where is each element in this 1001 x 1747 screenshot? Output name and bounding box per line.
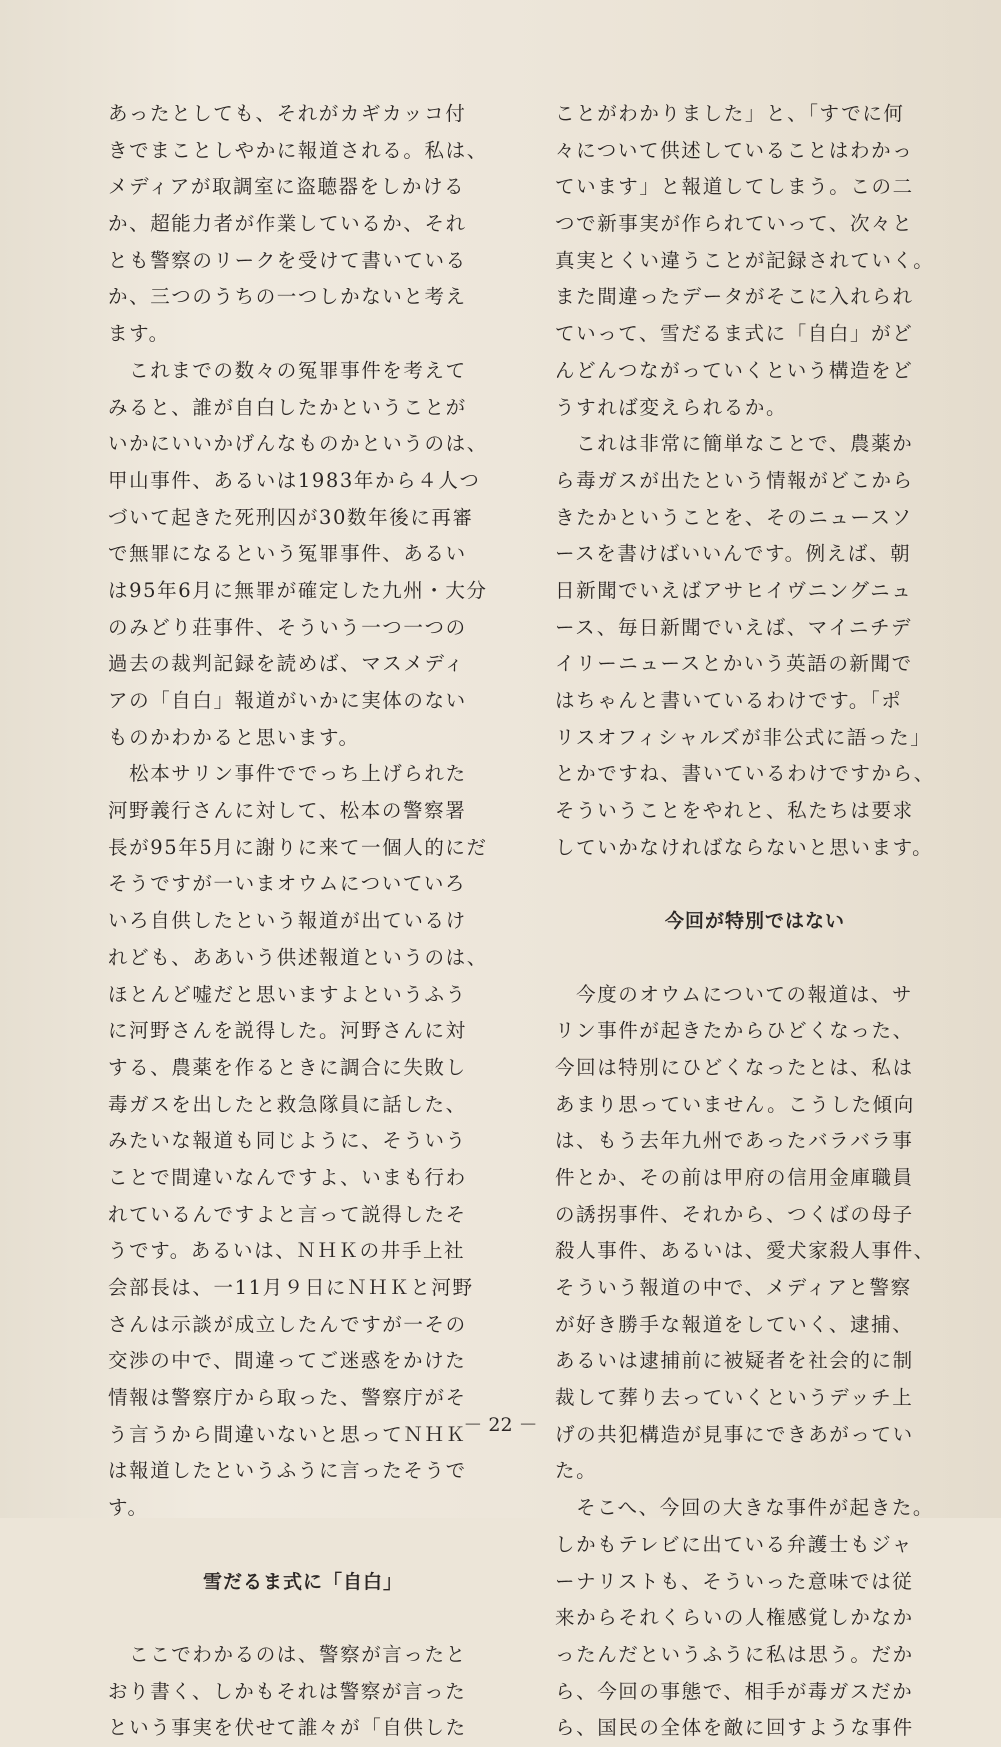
text-line: か、超能力者が作業しているか、それ bbox=[108, 212, 467, 236]
text-line: 毒ガスを出したと救急隊員に話した、 bbox=[108, 1092, 467, 1116]
text-line: ったんだというふうに私は思う。だか bbox=[555, 1642, 914, 1666]
text-line: か、三つのうちの一つしかないと考え bbox=[108, 285, 467, 309]
text-line: みると、誰が自白したかということが bbox=[108, 395, 467, 419]
text-line: ら、今回の事態で、相手が毒ガスだか bbox=[555, 1679, 914, 1703]
text-line: は報道したというふうに言ったそうで bbox=[108, 1459, 467, 1483]
text-line: また間違ったデータがそこに入れられ bbox=[555, 285, 914, 309]
text-line: という事実を伏せて誰々が「自供した bbox=[108, 1716, 467, 1740]
text-line: いかにいいかげんなものかというのは、 bbox=[108, 432, 488, 456]
text-line: いろ自供したという報道が出ているけ bbox=[108, 909, 467, 933]
text-line: はちゃんと書いているわけです。「ポ bbox=[555, 689, 903, 712]
text-line: ースを書けばいいんです。例えば、朝 bbox=[555, 542, 912, 566]
spacer bbox=[555, 866, 955, 903]
text-line: づいて起きた死刑囚が30数年後に再審 bbox=[108, 505, 474, 529]
text-line: 今回は特別にひどくなったとは、私は bbox=[555, 1055, 914, 1079]
text-line: 件とか、その前は甲府の信用金庫職員 bbox=[555, 1165, 914, 1189]
text-line: に河野さんを説得した。河野さんに対 bbox=[108, 1019, 467, 1043]
text-line: ていって、雪だるま式に「自白」がど bbox=[555, 322, 914, 346]
text-line: んどんつながっていくという構造をど bbox=[555, 358, 914, 382]
text-line: さんは示談が成立したんですが一その bbox=[108, 1312, 467, 1336]
text-line: ものかわかると思います。 bbox=[108, 725, 360, 749]
text-line: ら、国民の全体を敵に回すような事件 bbox=[555, 1716, 914, 1740]
text-line: アの「自白」報道がいかに実体のない bbox=[108, 689, 467, 712]
text-line: 河野義行さんに対して、松本の警察署 bbox=[108, 799, 467, 823]
text-line: ら毒ガスが出たという情報がどこから bbox=[555, 468, 914, 492]
text-line: あるいは逮捕前に被疑者を社会的に制 bbox=[555, 1349, 914, 1373]
text-line: ことがわかりました」と、「すでに何 bbox=[555, 102, 905, 125]
text-line: で無罪になるという冤罪事件、あるい bbox=[108, 542, 467, 566]
text-line: とも警察のリークを受けて書いている bbox=[108, 248, 467, 272]
text-line: げの共犯構造が見事にできあがってい bbox=[555, 1422, 914, 1446]
text-line: そこへ、今回の大きな事件が起きた。 bbox=[555, 1496, 935, 1520]
text-line: メディアが取調室に盗聴器をしかける bbox=[108, 175, 466, 199]
text-line: あったとしても、それがカギカッコ付 bbox=[108, 102, 467, 125]
text-line: しかもテレビに出ている弁護士もジャ bbox=[555, 1532, 913, 1556]
text-line: 裁して葬り去っていくというデッチ上 bbox=[555, 1386, 914, 1410]
text-line: 交渉の中で、間違ってご迷惑をかけた bbox=[108, 1349, 467, 1373]
text-line: た。 bbox=[555, 1459, 598, 1483]
text-line: 来からそれくらいの人権感覚しかなか bbox=[555, 1606, 914, 1630]
text-line: あまり思っていません。こうした傾向 bbox=[555, 1092, 915, 1116]
text-line: そうですが一いまオウムについていろ bbox=[108, 872, 467, 896]
text-line: ース、毎日新聞でいえば、マイニチデ bbox=[555, 615, 913, 639]
text-line: とかですね、書いているわけですから、 bbox=[555, 762, 935, 786]
text-line: おり書く、しかもそれは警察が言った bbox=[108, 1679, 467, 1703]
text-line: 過去の裁判記録を読めば、マスメディ bbox=[108, 652, 466, 676]
text-line: つで新事実が作られていって、次々と bbox=[555, 212, 914, 236]
section-heading: 今回が特別ではない bbox=[664, 910, 845, 933]
spacer bbox=[108, 1527, 498, 1564]
text-line: 今度のオウムについての報道は、サ bbox=[555, 982, 914, 1006]
text-line: 会部長は、一11月９日にＮＨＫと河野 bbox=[108, 1276, 474, 1299]
text-line: リン事件が起きたからひどくなった、 bbox=[555, 1019, 914, 1043]
text-line: 長が95年5月に謝りに来て一個人的にだ bbox=[108, 835, 488, 859]
text-line: イリーニュースとかいう英語の新聞で bbox=[555, 652, 913, 676]
text-line: 甲山事件、あるいは1983年から４人つ bbox=[108, 468, 481, 492]
text-line: これまでの数々の冤罪事件を考えて bbox=[108, 358, 467, 382]
text-line: していかなければならないと思います。 bbox=[555, 835, 934, 859]
text-line: リスオフィシャルズが非公式に語った」 bbox=[555, 725, 932, 749]
text-line: ます。 bbox=[108, 322, 170, 346]
text-line: れているんですよと言って説得したそ bbox=[108, 1202, 467, 1226]
text-line: れども、ああいう供述報道というのは、 bbox=[108, 945, 488, 969]
text-line: は、もう去年九州であったバラバラ事 bbox=[555, 1129, 914, 1153]
text-line: ーナリストも、そういった意味では従 bbox=[555, 1569, 914, 1593]
spacer bbox=[108, 1600, 498, 1637]
left-column bbox=[108, 96, 498, 1747]
text-line: ここでわかるのは、警察が言ったと bbox=[108, 1642, 467, 1666]
spacer bbox=[555, 940, 955, 977]
text-line: 真実とくい違うことが記録されていく。 bbox=[555, 248, 935, 272]
text-line: のみどり荘事件、そういう一つ一つの bbox=[108, 615, 467, 639]
text-line: 日新聞でいえばアサヒイヴニングニュ bbox=[555, 578, 913, 602]
page-number: － 22 － bbox=[463, 1414, 538, 1436]
text-line: 松本サリン事件ででっち上げられた bbox=[108, 762, 467, 786]
text-line: きでまことしやかに報道される。私は、 bbox=[108, 138, 488, 162]
section-heading: 雪だるま式に「自白」 bbox=[202, 1570, 403, 1593]
text-line: ています」と報道してしまう。この二 bbox=[555, 175, 914, 199]
text-line: ことで間違いなんですよ、いまも行わ bbox=[108, 1165, 467, 1189]
text-line: する、農薬を作るときに調合に失敗し bbox=[108, 1055, 467, 1079]
text-line: 情報は警察庁から取った、警察庁がそ bbox=[108, 1386, 467, 1410]
text-line: うです。あるいは、ＮＨＫの井手上社 bbox=[108, 1239, 466, 1263]
text-line: が好き勝手な報道をしていく、逮捕、 bbox=[555, 1312, 914, 1336]
text-line: す。 bbox=[108, 1496, 149, 1520]
text-line: これは非常に簡単なことで、農薬か bbox=[555, 432, 914, 456]
text-line: の誘拐事件、それから、つくばの母子 bbox=[555, 1202, 914, 1226]
text-line: みたいな報道も同じように、そういう bbox=[108, 1129, 467, 1153]
text-line: う言うから間違いないと思ってＮＨＫ bbox=[108, 1422, 467, 1446]
text-line: きたかということを、そのニュースソ bbox=[555, 505, 913, 529]
text-line: 々について供述していることはわかっ bbox=[555, 138, 914, 162]
text-line: は95年6月に無罪が確定した九州・大分 bbox=[108, 578, 488, 602]
right-column bbox=[555, 96, 955, 1747]
text-line: うすれば変えられるか。 bbox=[555, 395, 788, 419]
text-line: 殺人事件、あるいは、愛犬家殺人事件、 bbox=[555, 1239, 935, 1263]
text-line: そういう報道の中で、メディアと警察 bbox=[555, 1276, 912, 1299]
text-line: ほとんど嘘だと思いますよというふう bbox=[108, 982, 467, 1006]
text-line: そういうことをやれと、私たちは要求 bbox=[555, 799, 914, 823]
